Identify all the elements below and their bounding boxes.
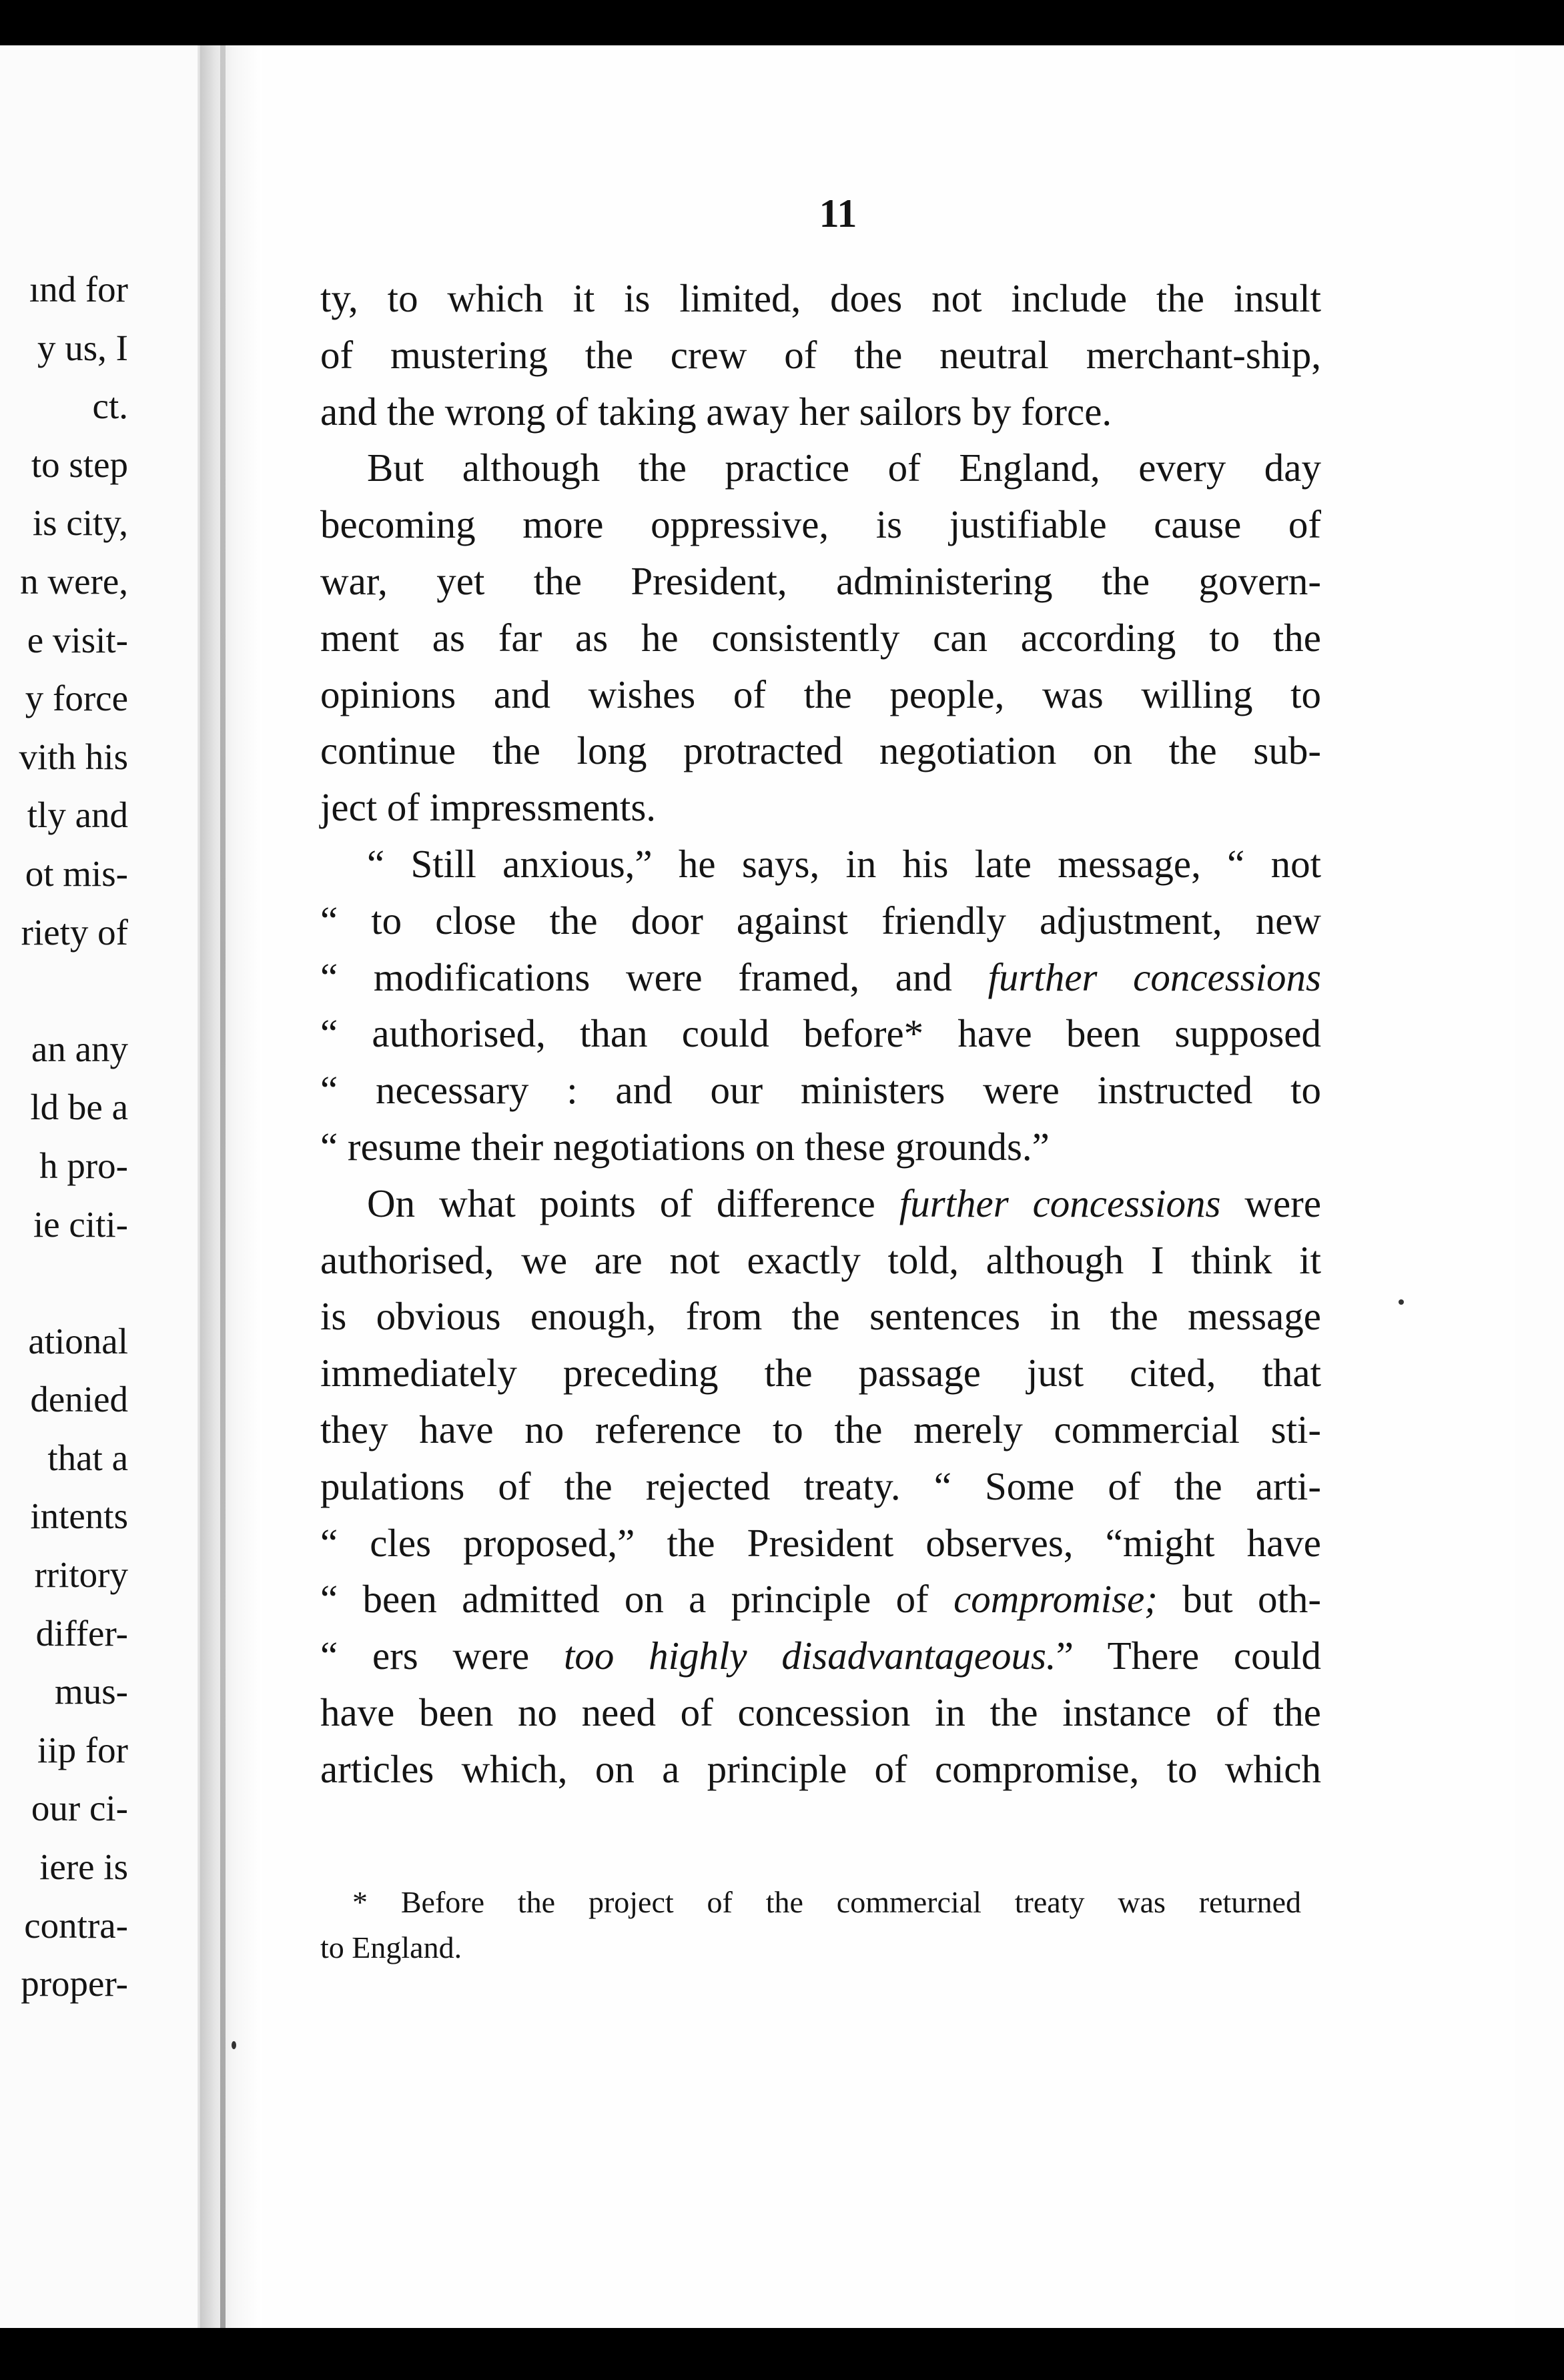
gutter-shadow (220, 45, 226, 2328)
left-page-line (19, 1253, 129, 1312)
text-line: ject of impressments. (320, 785, 657, 830)
left-page-line: riety of (21, 911, 128, 953)
text-line: “ authorised, than could before* have been supposed (320, 1011, 1321, 1056)
text-line: is obvious enough, from the sentences in the message (320, 1294, 1321, 1339)
text-line: continue the long protracted negotiation on the sub- (320, 728, 1321, 773)
left-page-line: our ci- (31, 1788, 128, 1829)
text-segment: but oth- (1182, 1577, 1321, 1622)
scan-speck (1399, 1299, 1404, 1305)
text-line: authorised, we are not exactly told, although I think it (320, 1237, 1321, 1282)
scan-border-top (0, 0, 1564, 45)
text-segment: were (1244, 1181, 1322, 1225)
text-line: of mustering the crew of the neutral merchant-ship, (320, 332, 1321, 377)
text-line: ment as far as he consistently can according to the (320, 615, 1321, 660)
text-line: have been no need of concession in the instance of the (320, 1690, 1321, 1734)
left-page-line: ie citi- (33, 1203, 128, 1245)
left-page-line (19, 961, 129, 1020)
text-line (320, 1571, 1321, 1628)
left-page-line: that a (47, 1437, 128, 1478)
left-page-line: mus- (55, 1671, 128, 1712)
left-page-line: an any (31, 1028, 128, 1069)
left-page-line: rritory (34, 1554, 128, 1596)
text-line: articles which, on a principle of compromise, to which (320, 1746, 1321, 1791)
main-text-block (320, 270, 1321, 1798)
left-page-line: n were, (20, 560, 128, 602)
text-line: pulations of the rejected treaty. “ Some of the arti- (320, 1463, 1321, 1508)
left-page-fragment (0, 45, 200, 2328)
text-line: becoming more oppressive, is justifiable cause of (320, 502, 1321, 547)
left-page-line: h pro- (39, 1145, 128, 1186)
text-line: “ to close the door against friendly adjustment, new (320, 898, 1321, 943)
text-line: opinions and wishes of the people, was willing to (320, 672, 1321, 716)
text-line: war, yet the President, administering the govern- (320, 558, 1321, 603)
scan-speck (232, 2041, 236, 2049)
italic-phrase: too highly disadvantageous. (563, 1634, 1056, 1678)
right-page-edge (1515, 45, 1564, 2328)
text-segment: On what points of difference (367, 1181, 875, 1225)
italic-phrase: compromise; (953, 1577, 1158, 1622)
text-line (320, 1628, 1321, 1684)
scan-border-bottom (0, 2328, 1564, 2380)
footnote-line: * Before the project of the commercial treaty was returned (352, 1885, 1301, 1919)
text-line: immediately preceding the passage just cited, that (320, 1351, 1321, 1395)
left-page-line: e visit- (27, 619, 128, 660)
left-page-line: ınd for (29, 269, 128, 310)
text-segment: “ ers were (320, 1634, 530, 1678)
text-line: “ Still anxious,” he says, in his late message, “ not (367, 841, 1321, 886)
text-line: “ necessary : and our ministers were instructed to (320, 1068, 1321, 1113)
left-page-line: is city, (32, 502, 128, 544)
italic-phrase: further concessions (988, 955, 1322, 999)
text-line: But although the practice of England, every day (367, 446, 1321, 490)
text-line: they have no reference to the merely commercial sti- (320, 1407, 1321, 1451)
left-page-line: intents (30, 1496, 128, 1537)
left-page-line: y force (25, 678, 128, 719)
text-line (320, 949, 1321, 1006)
page-number: 11 (819, 191, 857, 235)
left-page-line: ld be a (30, 1087, 128, 1128)
italic-phrase: further concessions (899, 1181, 1221, 1225)
text-line: ty, to which it is limited, does not include the insult (320, 276, 1321, 320)
text-line (320, 1175, 1321, 1232)
left-page-line: vith his (19, 736, 128, 777)
left-page-line: proper- (21, 1963, 128, 2004)
left-page-line: ct. (92, 386, 128, 427)
left-page-line: ot mis- (25, 852, 128, 894)
left-page-line: contra- (24, 1904, 128, 1946)
left-page-text (19, 260, 129, 2013)
footnote-line: to England. (320, 1930, 462, 1964)
text-line: and the wrong of taking away her sailors by force. (320, 389, 1112, 434)
text-line: “ resume their negotiations on these grounds.” (320, 1124, 1050, 1169)
left-page-line: denied (30, 1379, 128, 1420)
text-segment: ” There could (1056, 1634, 1321, 1678)
text-segment: “ modifications were framed, and (320, 955, 952, 999)
left-page-line: ational (28, 1320, 128, 1361)
text-segment: “ been admitted on a principle of (320, 1577, 929, 1622)
left-page-line: iip for (37, 1729, 128, 1770)
left-page-line: differ- (35, 1612, 128, 1654)
text-line: “ cles proposed,” the President observes, “might have (320, 1520, 1321, 1565)
left-page-line: y us, I (37, 327, 128, 368)
footnote (320, 1880, 1301, 1970)
left-page-line: to step (31, 444, 128, 485)
book-gutter (200, 45, 262, 2328)
left-page-line: iere is (39, 1846, 128, 1888)
left-page-line: tly and (27, 794, 128, 836)
